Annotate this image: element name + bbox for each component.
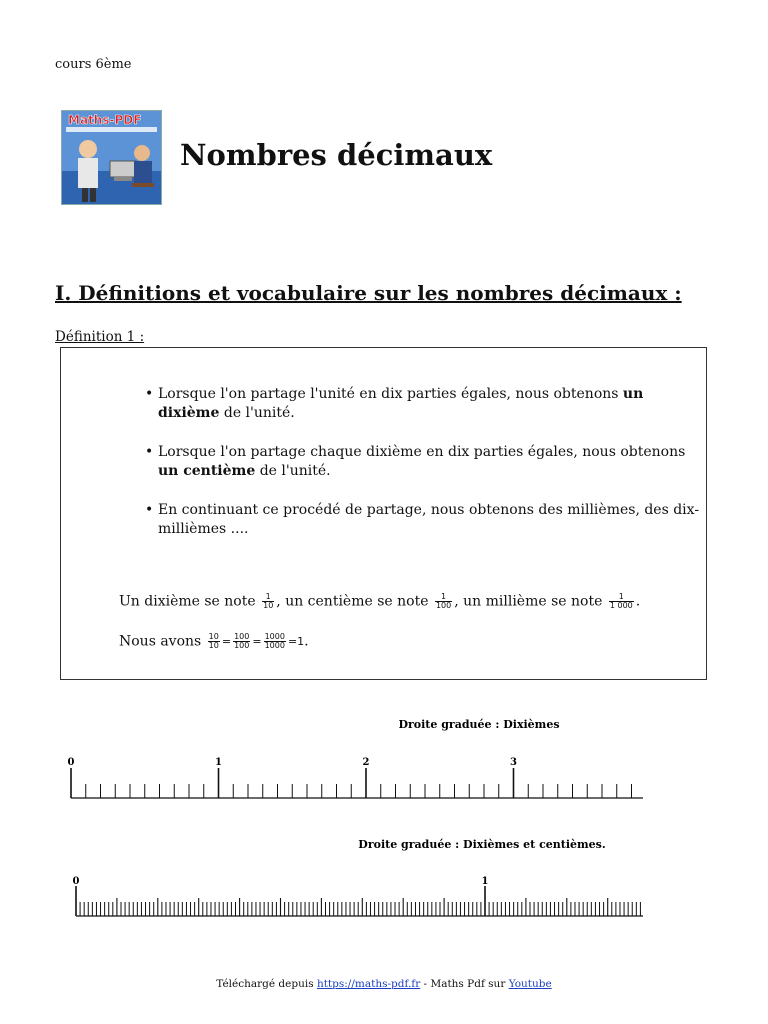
tick-label: 1 xyxy=(481,876,489,887)
fraction-one-tenth: $\frac{1}{10}$ xyxy=(263,592,274,610)
fraction-ten-tenths: $\frac{10}{10}$ xyxy=(208,632,219,650)
maths-pdf-link[interactable]: https://maths-pdf.fr xyxy=(316,978,421,990)
footer: Téléchargé depuis https://maths-pdf.fr - Maths Pdf sur Youtube xyxy=(216,978,552,990)
fraction-thousand-thousandths: $\frac{1000}{1000}$ xyxy=(264,632,285,650)
section-heading: I. Définitions et vocabulaire sur les nombres décimaux : xyxy=(55,281,682,305)
ruler2-title: Droite graduée : Dixièmes et centièmes. xyxy=(358,838,606,851)
definition-bullet: • Lorsque l'on partage l'unité en dix parties égales, nous obtenons un dixième de l'unité. xyxy=(158,385,703,423)
definition-bullet: • En continuant ce procédé de partage, nous obtenons des millièmes, des dix-millièmes .... xyxy=(158,501,703,539)
number-line-figures xyxy=(0,700,768,930)
fraction-equality-line: Nous avons $\frac{10}{10}$ = $\frac{100}{100}$ = $\frac{1000}{1000}$ =1. xyxy=(119,632,309,650)
definition-box xyxy=(60,347,707,680)
page-title: Nombres décimaux xyxy=(180,138,493,172)
definition-bullet: • Lorsque l'on partage chaque dixième en dix parties égales, nous obtenons un centième de l'unité. xyxy=(158,443,703,481)
definition-list xyxy=(158,385,703,559)
tick-label: 0 xyxy=(67,757,75,768)
course-level: cours 6ème xyxy=(55,57,132,72)
tick-label: 2 xyxy=(362,757,370,768)
number-line-hundredths xyxy=(73,876,643,916)
tick-label: 1 xyxy=(215,757,222,768)
number-line-tenths xyxy=(68,757,643,798)
tick-label: 3 xyxy=(510,757,517,768)
tick-label: 0 xyxy=(72,876,80,887)
fraction-one-hundredth: $\frac{1}{100}$ xyxy=(435,592,452,610)
maths-pdf-logo xyxy=(61,110,162,205)
definition-label: Définition 1 : xyxy=(55,329,145,345)
logo-brand-text: Maths-PDF xyxy=(68,113,142,127)
ruler1-title: Droite graduée : Dixièmes xyxy=(398,718,560,731)
youtube-link[interactable]: Youtube xyxy=(508,978,552,990)
fraction-hundred-hundredths: $\frac{100}{100}$ xyxy=(234,632,250,650)
fraction-one-thousandth: $\frac{1}{1 000}$ xyxy=(609,592,633,610)
fraction-notation-line: Un dixième se note $\frac{1}{10}$ , un centième se note $\frac{1}{100}$ , un millième se note $\frac{1}{1 000}$ . xyxy=(119,592,641,610)
